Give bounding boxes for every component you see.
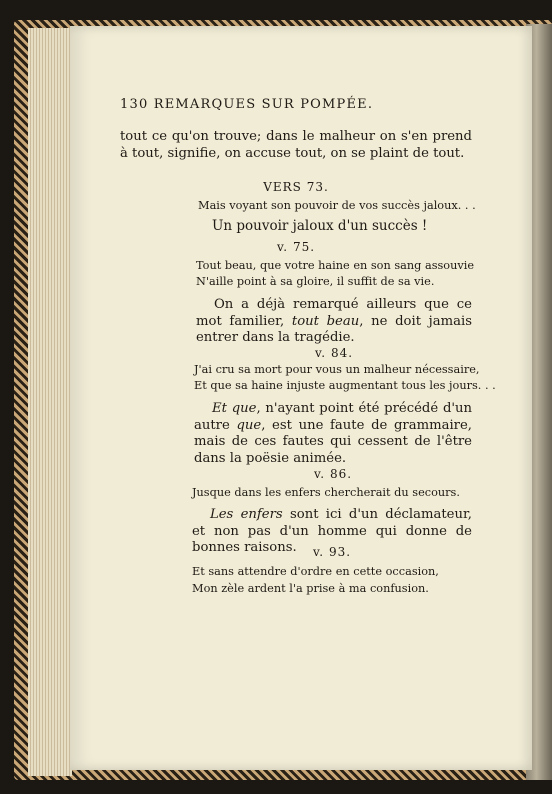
verse-number-84: v. 84. — [314, 346, 354, 360]
verse-quote-75-line2: N'aille point à sa gloire, il suffit de sa vie. — [196, 275, 435, 288]
verse-quote-86: Jusque dans les enfers chercherait du secours. — [192, 486, 460, 499]
paragraph-continuation: tout ce qu'on trouve; dans le malheur on s'en prend à tout, signifie, on accuse tout, on se plaint de tout. — [120, 129, 472, 161]
commentary-84-italic2: que — [236, 417, 262, 433]
verse-number-93: v. 93. — [312, 545, 352, 559]
commentary-84-italic1: Et que — [212, 401, 257, 416]
commentary-86-italic: Les enfers — [210, 507, 283, 522]
commentary-84-text1: , n'ayant point été précédé d'un autre — [194, 401, 472, 433]
commentary-86-text: sont ici d'un déclamateur, et non pas d'un homme qui donne de bonnes raisons. — [192, 507, 472, 555]
verse-quote-73: Mais voyant son pouvoir de vos succès jaloux. . . — [198, 199, 476, 212]
verse-number-86: v. 86. — [313, 467, 353, 481]
commentary-84 — [194, 401, 472, 467]
verse-quote-93-line2: Mon zèle ardent l'a prise à ma confusion. — [192, 582, 429, 595]
verse-quote-84-line1: J'ai cru sa mort pour vous un malheur nécessaire, — [194, 363, 480, 376]
commentary-75 — [196, 297, 472, 347]
commentary-84-text2: , est une faute de grammaire, mais de ces fautes qui cessent de l'être dans la poësie animée. — [194, 417, 472, 466]
verse-quote-93-line1: Et sans attendre d'ordre en cette occasion, — [192, 565, 439, 578]
commentary-75-italic: tout beau — [291, 313, 360, 329]
commentary-73: Un pouvoir jaloux d'un succès ! — [212, 218, 428, 234]
verse-quote-75-line1: Tout beau, que votre haine en son sang assouvie — [196, 259, 475, 272]
page-edges — [28, 28, 72, 776]
commentary-75-pre: On a déjà remarqué ailleurs que ce mot familier, — [196, 297, 472, 329]
verse-number-75: v. 75. — [276, 240, 316, 254]
verse-quote-84-line2: Et que sa haine injuste augmentant tous les jours. . . — [194, 379, 496, 392]
verse-number-73: VERS 73. — [263, 180, 329, 194]
running-header: 130 REMARQUES SUR POMPÉE. — [120, 97, 374, 112]
commentary-75-post: , ne doit jamais entrer dans la tragédie. — [196, 313, 472, 345]
